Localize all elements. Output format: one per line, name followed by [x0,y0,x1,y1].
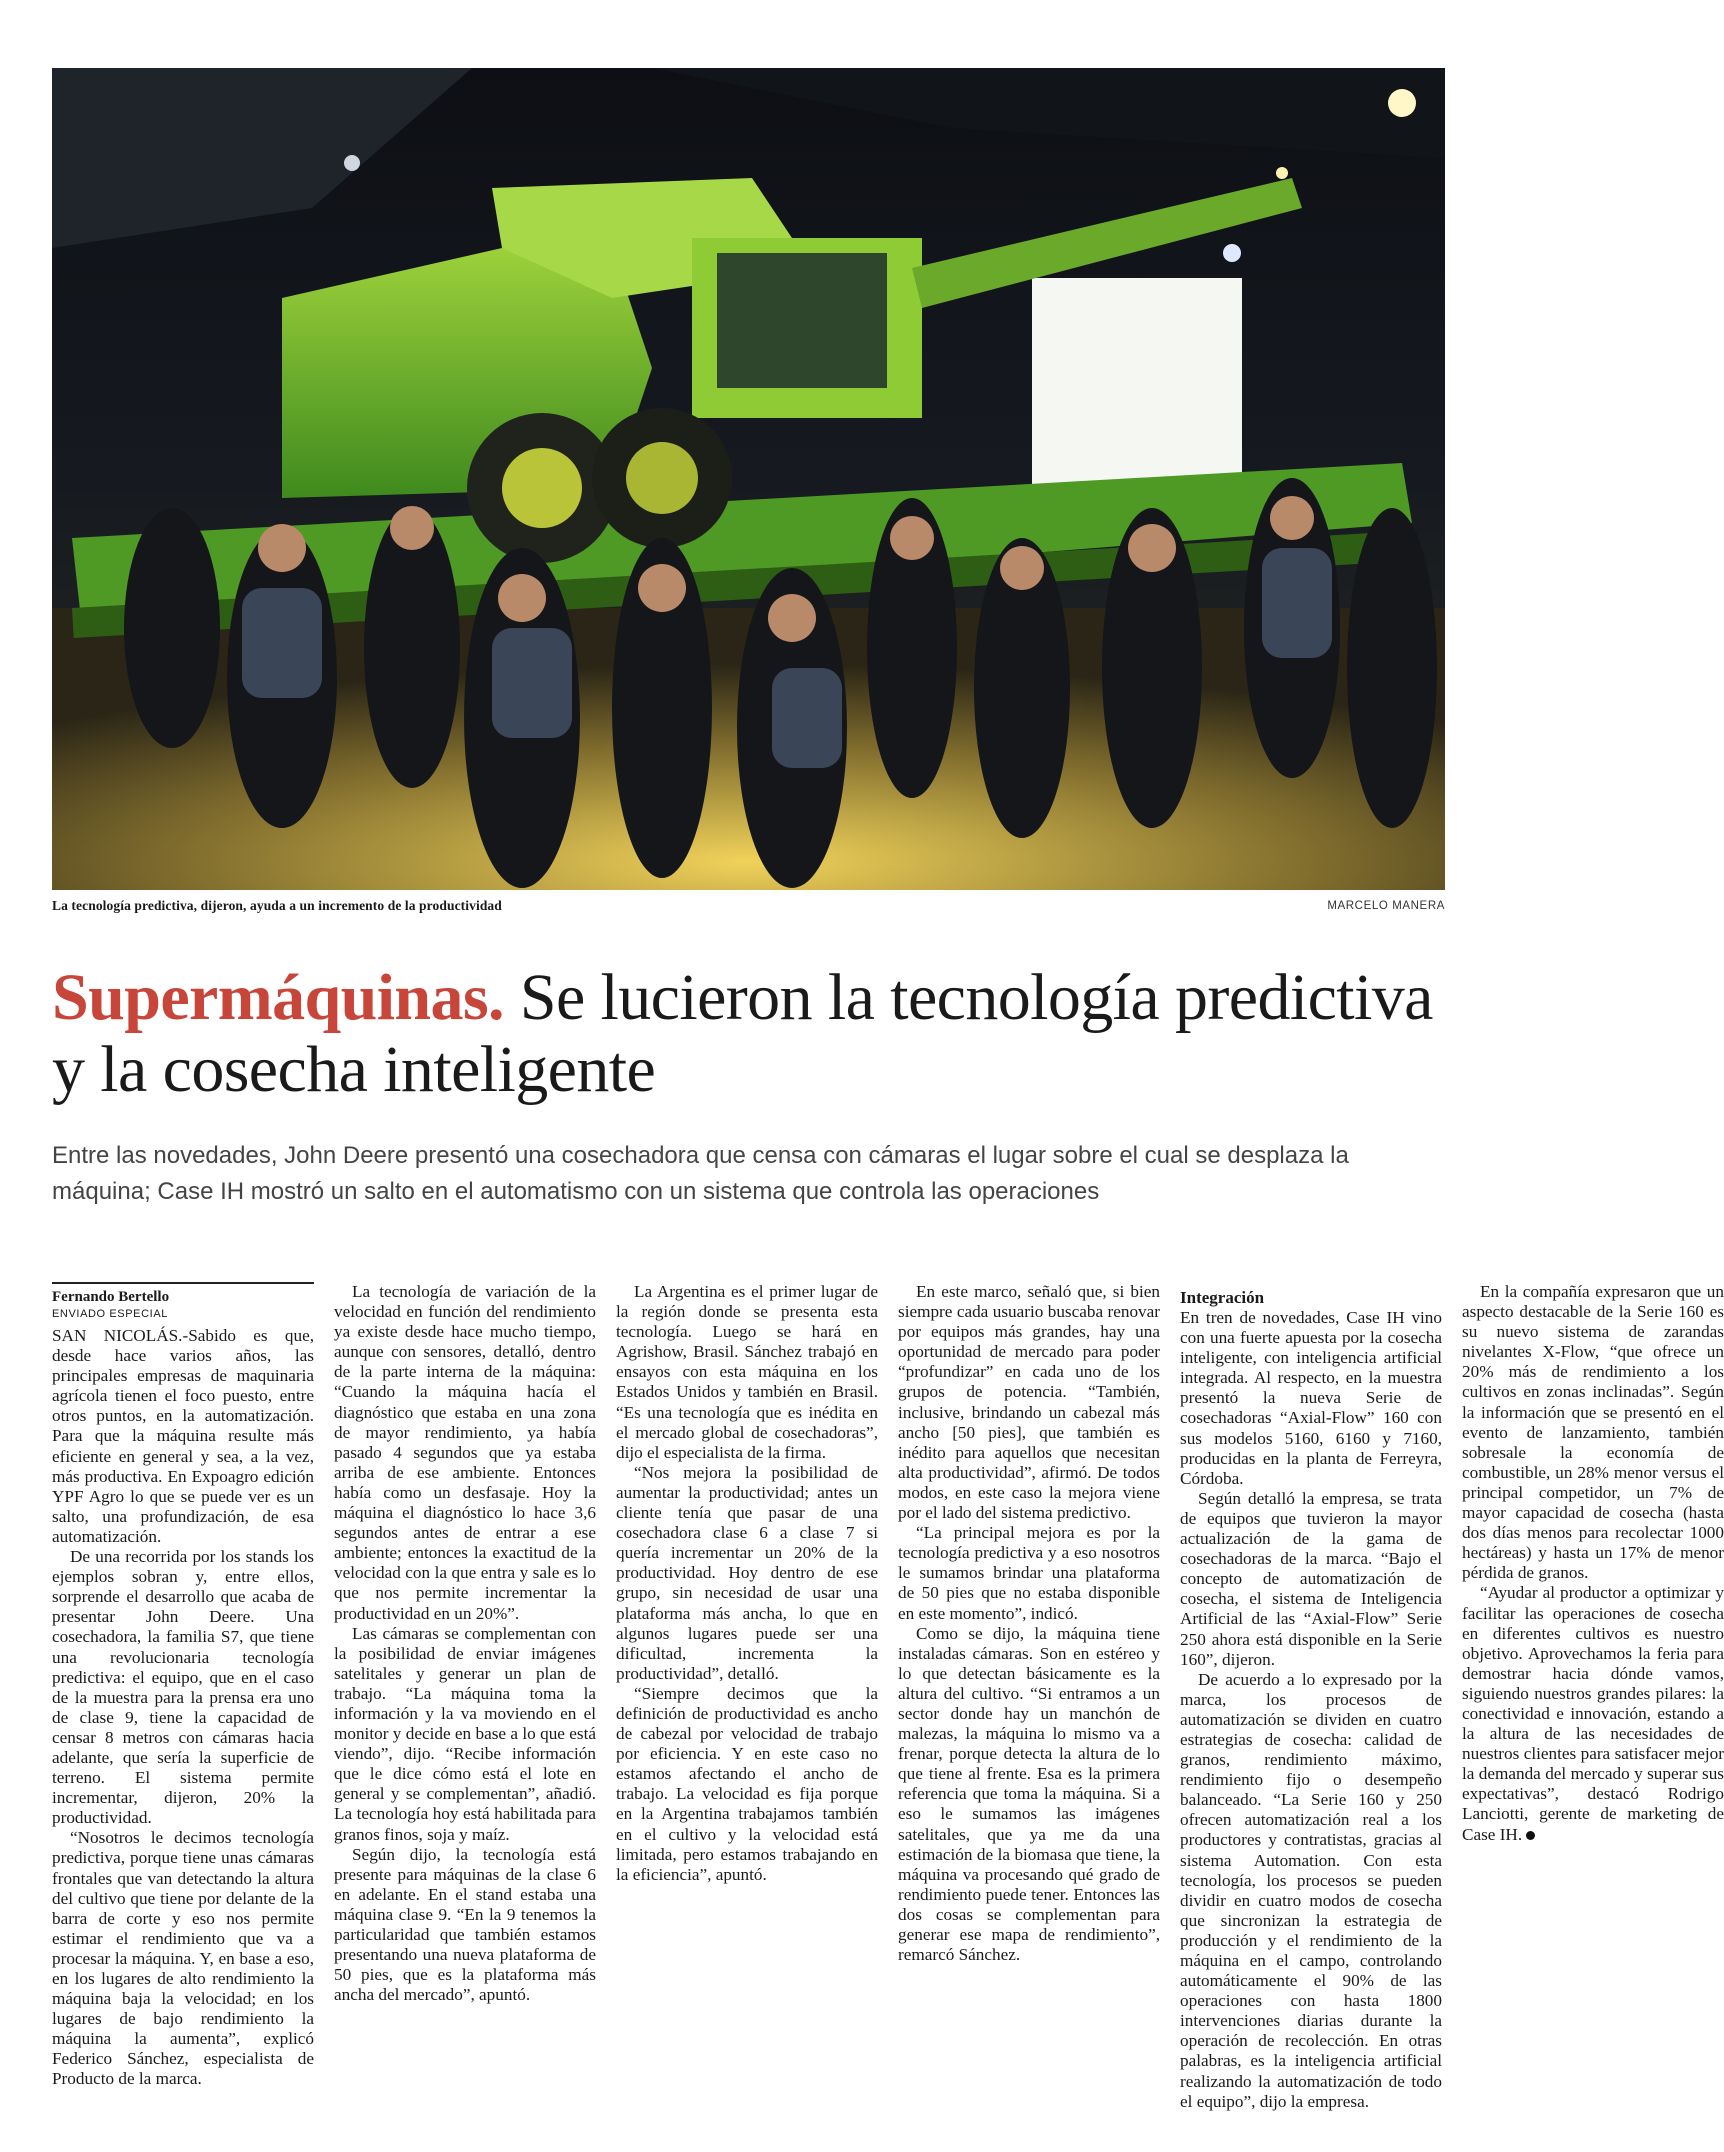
column-5 [1180,1282,1442,2122]
article-body [52,1282,1724,2122]
column-3 [616,1282,878,2122]
paragraph: La tecnología de variación de la velocidad en función del rendimiento ya existe desde hace mucho tiempo, aunque con sensores, detalló, dentro de la parte interna de la máquina: “Cuando la máquina hacía el diagnóstico que estaba en una zona de mayor rendimiento, ya había pasado 4 segundos que ya estaba arriba de ese ambiente. Entonces había como un desfasaje. Hoy la máquina el diagnóstico lo hace 3,6 segundos antes de entrar a ese ambiente; entonces la exactitud de la velocidad con la que entra y sale es lo que nos permite incrementar la productividad en un 20%”. [334,1282,596,1623]
paragraph: En este marco, señaló que, si bien siempre cada usuario buscaba renovar por equipos más grandes, hay una oportunidad de mercado para poder “profundizar” en cada uno de los grupos de potencia. “También, inclusive, brindando un cabezal más ancho [50 pies], que también es inédito para aquellos que necesitan alta productividad”, afirmó. De todos modos, en este caso la mejora viene por el lado del sistema predictivo. [898,1282,1160,1523]
paragraph: SAN NICOLÁS.-Sabido es que, desde hace varios años, las principales empresas de maquinaria agrícola tienen el foco puesto, entre otros puntos, en la automatización. Para que la máquina resulte más eficiente en general y sea, a la vez, más productiva. En Expoagro edición YPF Agro lo que se puede ver es un salto, una profundización, de esa automatización. [52,1326,314,1546]
subheadline: Entre las novedades, John Deere presentó una cosechadora que censa con cámaras el lugar sobre el cual se desplaza la máquina; Case IH mostró un salto en el automatismo con un sistema que controla las operaciones [52,1142,1349,1205]
column-1 [52,1282,314,2122]
photo-caption: La tecnología predictiva, dijeron, ayuda a un incremento de la productividad [52,898,502,913]
harvester-photo-illustration [52,68,1445,890]
paragraph: Según dijo, la tecnología está presente para máquinas de la clase 6 en adelante. En el stand estaba una máquina clase 9. “En la 9 tenemos la particularidad que también estamos presentando una nueva plataforma de 50 pies, que es la plataforma más ancha del mercado”, apuntó. [334,1844,596,2005]
paragraph: “Siempre decimos que la definición de productividad es ancho de cabezal por velocidad de trabajo por eficiencia. Y en este caso no estamos afectando el ancho de trabajo. La velocidad es fija porque en la Argentina trabajamos también en el cultivo y la velocidad está limitada, pero estamos trabajando en la eficiencia”, apuntó. [616,1683,878,1884]
paragraph: En la compañía expresaron que un aspecto destacable de la Serie 160 es su nuevo sistema de zarandas nivelantes X-Flow, “que ofrece un 20% más de rendimiento a los cultivos en zonas inclinadas”. Según la información que se presentó en el evento de lanzamiento, también sobresale la economía de combustible, un 28% menor versus el principal competidor, un 7% de mayor capacidad de cosecha (hasta dos días menos para recolectar 1000 hectáreas) y hasta un 17% de menor pérdida de granos. [1462,1282,1724,1583]
paragraph: Según detalló la empresa, se trata de equipos que tuvieron la mayor actualización de la gama de cosechadoras de la marca. “Bajo el concepto de automatización de cosecha, el sistema de Inteligencia Artificial de las “Axial-Flow” Serie 250 ahora está disponible en la Serie 160”, dijeron. [1180,1488,1442,1669]
paragraph-text: “Ayudar al productor a optimizar y facilitar las operaciones de cosecha en diferentes cultivos es nuestro objetivo. Aprovechamos la feria para demostrar hacia dónde vamos, siguiendo nuestros grandes pilares: la conectividad e innovación, estando a la altura de las necesidades de nuestros clientes para satisfacer mejor la demanda del mercado y superar sus expectativas”, destacó Rodrigo Lanciotti, gerente de marketing de Case IH. [1462,1583,1724,1844]
end-of-article-icon [1526,1831,1535,1840]
paragraph [1462,1583,1724,1844]
photo-credit: MARCELO MANERA [1327,900,1445,912]
column-2 [334,1282,596,2122]
headline-text: Se lucieron la tecnología predictiva y la cosecha inteligente [52,961,1433,1106]
paragraph: “Nos mejora la posibilidad de aumentar la productividad; antes un cliente tenía que pasar de una cosechadora clase 6 a clase 7 si quería incrementar un 20% de la productividad. Hoy dentro de ese grupo, sin necesidad de usar una plataforma más ancha, lo que en algunos lugares puede ser una dificultad, incrementa la productividad”, detalló. [616,1462,878,1683]
column-6 [1462,1282,1724,2122]
paragraph: Las cámaras se complementan con la posibilidad de enviar imágenes satelitales y generar un plan de trabajo. “La máquina toma la información y la va moviendo en el monitor y decide en base a lo que está viendo”, dijo. “Recibe información que le dice cómo está el lote en general y se complementan”, añadió. La tecnología hoy está habilitada para granos finos, soja y maíz. [334,1623,596,1844]
paragraph: De acuerdo a lo expresado por la marca, los procesos de automatización se dividen en cuatro estrategias de cosecha: calidad de granos, rendimiento máximo, rendimiento fijo o desempeño balanceado. “La Serie 160 y 250 ofrecen automatización real a los productores y contratistas, gracias al sistema Automation. Con esta tecnología, los procesos se pueden dividir en cuatro modos de cosecha que sincronizan la estrategia de producción y el rendimiento de la máquina en el campo, controlando automáticamente el 90% de las operaciones con hasta 1800 intervenciones diarias durante la operación de recolección. En otras palabras, es la inteligencia artificial realizando la automatización de todo el equipo”, dijo la empresa. [1180,1669,1442,2111]
paragraph: La Argentina es el primer lugar de la región donde se presenta esta tecnología. Luego se hará en Agrishow, Brasil. Sánchez trabajó en ensayos con esta máquina en los Estados Unidos y también en Brasil. “Es una tecnología que es inédita en el mercado global de cosechadoras”, dijo el especialista de la firma. [616,1282,878,1462]
article-photo [52,68,1445,890]
headline [52,962,1445,1106]
headline-kicker: Supermáquinas. [52,961,504,1034]
byline-role: ENVIADO ESPECIAL [52,1308,168,1320]
column-4 [898,1282,1160,2122]
paragraph: Como se dijo, la máquina tiene instaladas cámaras. Son en estéreo y lo que detectan básicamente es la altura del cultivo. “Si entramos a un sector donde hay un manchón de malezas, la máquina lo mismo va a frenar, porque detecta la altura de lo que tiene al frente. Esa es la primera referencia que toma la máquina. Si a eso le sumamos las imágenes satelitales, que ya me da una estimación de la biomasa que tiene, la máquina va procesando qué grado de rendimiento puede tener. Entonces las dos cosas se complementan para generar ese mapa de rendimiento”, remarcó Sánchez. [898,1623,1160,1965]
paragraph: En tren de novedades, Case IH vino con una fuerte apuesta por la cosecha inteligente, con inteligencia artificial integrada. Al respecto, en la muestra presentó la nueva Serie de cosechadoras “Axial-Flow” 160 con sus modelos 5160, 6160 y 7160, producidas en la planta de Ferreyra, Córdoba. [1180,1308,1442,1488]
section-heading: Integración [1180,1288,1265,1307]
byline-author: Fernando Bertello [52,1282,314,1306]
paragraph: “Nosotros le decimos tecnología predictiva, porque tiene unas cámaras frontales que van detectando la altura del cultivo que tiene por delante de la barra de corte y eso nos permite estimar el rendimiento que va a procesar la máquina. Y, en base a eso, en los lugares de alto rendimiento la máquina baja la velocidad; en los lugares de bajo rendimiento la máquina la aumenta”, explicó Federico Sánchez, especialista de Producto de la marca. [52,1828,314,2089]
paragraph: De una recorrida por los stands los ejemplos sobran y, entre ellos, sorprende el desarrollo que acaba de presentar John Deere. Una cosechadora, la familia S7, que tiene una revolucionaria tecnología predictiva: el equipo, que en el caso de la muestra para la prensa era uno de clase 9, tiene la capacidad de censar 8 metros con cámaras hacia adelante, que sería la superficie de terreno. El sistema permite incrementar, dijeron, 20% la productividad. [52,1547,314,1828]
paragraph: “La principal mejora es por la tecnología predictiva y a eso nosotros le sumamos brindar una plataforma de 50 pies que no estaba disponible en este momento”, indicó. [898,1523,1160,1623]
